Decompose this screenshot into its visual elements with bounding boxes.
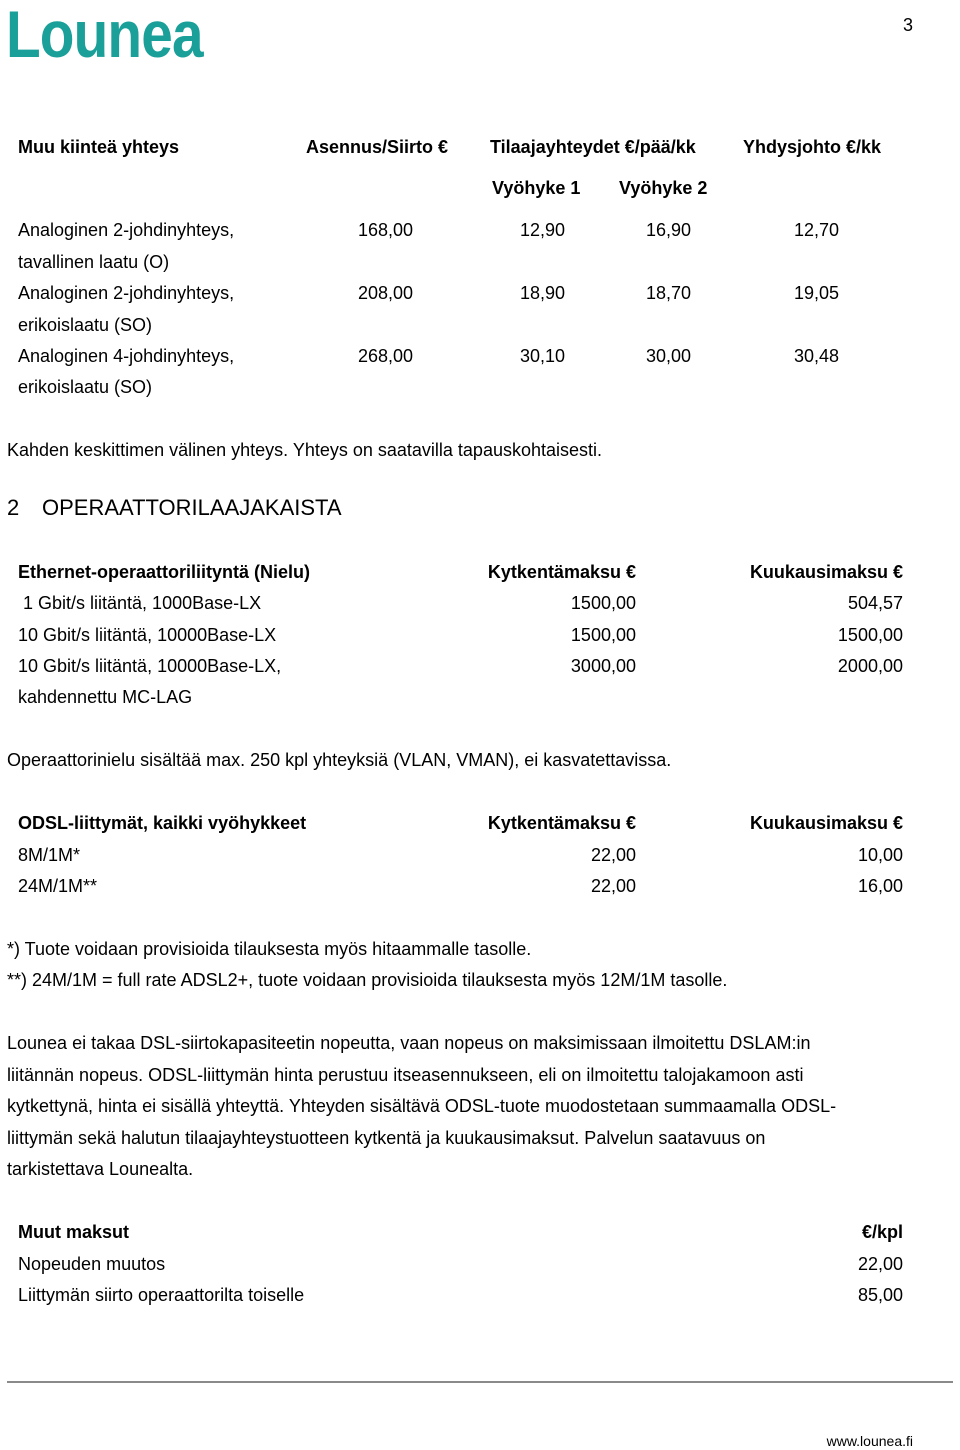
fee-price: 3000,00 xyxy=(570,656,636,676)
zone1-price: 12,90 xyxy=(519,220,565,240)
row-label: 24M/1M** xyxy=(18,876,98,896)
install-price: 208,00 xyxy=(357,283,413,303)
column-header-zone2: Vyöhyke 2 xyxy=(619,178,708,198)
zone1-price: 18,90 xyxy=(519,283,565,303)
fee-price: 22,00 xyxy=(590,876,636,896)
column-header-fee: Kytkentämaksu € xyxy=(487,562,636,582)
install-price: 268,00 xyxy=(357,346,413,366)
zone2-price: 30,00 xyxy=(645,346,691,366)
table-row xyxy=(0,876,960,928)
column-header-subscriber: Tilaajayhteydet €/pää/kk xyxy=(490,137,696,157)
monthly-price: 1500,00 xyxy=(837,625,903,645)
monthly-price: 16,00 xyxy=(857,876,903,896)
row-label-continued: erikoislaatu (SO) xyxy=(18,377,153,397)
row-label: 8M/1M* xyxy=(18,845,81,865)
row-label: 10 Gbit/s liitäntä, 10000Base-LX, xyxy=(18,656,282,676)
column-header-unit-price: €/kpl xyxy=(861,1222,903,1242)
column-header-monthly: Kuukausimaksu € xyxy=(749,813,903,833)
install-price: 168,00 xyxy=(357,220,413,240)
section-number: 2 xyxy=(7,495,20,520)
paragraph-line: kytkettynä, hinta ei sisällä yhteyttä. Yhteyden sisältävä ODSL-tuote muodostetaan summaamalla ODSL- xyxy=(7,1096,837,1116)
unit-price: 22,00 xyxy=(857,1254,903,1274)
row-label: 10 Gbit/s liitäntä, 10000Base-LX xyxy=(18,625,277,645)
footer-divider xyxy=(7,1381,953,1383)
monthly-price: 2000,00 xyxy=(837,656,903,676)
table-title: Muut maksut xyxy=(18,1222,130,1242)
section-title: OPERAATTORILAAJAKAISTA xyxy=(42,495,342,520)
fee-price: 1500,00 xyxy=(570,625,636,645)
row-label-continued: kahdennettu MC-LAG xyxy=(18,687,193,707)
row-label: Analoginen 2-johdinyhteys, xyxy=(18,220,235,240)
column-header-trunk: Yhdysjohto €/kk xyxy=(743,137,882,157)
table-row xyxy=(0,1285,960,1337)
zone2-price: 18,70 xyxy=(645,283,691,303)
table-row xyxy=(0,346,960,398)
table-row xyxy=(0,283,960,335)
row-label: Nopeuden muutos xyxy=(18,1254,166,1274)
paragraph-line: liitännän nopeus. ODSL-liittymän hinta perustuu itseasennukseen, eli on ilmoitettu talojakamoon asti xyxy=(7,1065,804,1085)
fee-price: 1500,00 xyxy=(570,593,636,613)
row-label-continued: erikoislaatu (SO) xyxy=(18,315,153,335)
zone1-price: 30,10 xyxy=(519,346,565,366)
row-label: Analoginen 4-johdinyhteys, xyxy=(18,346,235,366)
row-label-continued: tavallinen laatu (O) xyxy=(18,252,170,272)
footer-url: www.lounea.fi xyxy=(826,1433,913,1449)
column-header-zone1: Vyöhyke 1 xyxy=(492,178,581,198)
monthly-price: 10,00 xyxy=(857,845,903,865)
ethernet-note: Operaattorinielu sisältää max. 250 kpl yhteyksiä (VLAN, VMAN), ei kasvatettavissa. xyxy=(7,750,672,770)
footnote: *) Tuote voidaan provisioida tilauksesta myös hitaammalle tasolle. xyxy=(7,939,532,959)
row-label: Liittymän siirto operaattorilta toiselle xyxy=(18,1285,305,1305)
column-header-install: Asennus/Siirto € xyxy=(306,137,449,157)
fee-price: 22,00 xyxy=(590,845,636,865)
table-title: Ethernet-operaattoriliityntä (Nielu) xyxy=(18,562,311,582)
table-title: ODSL-liittymät, kaikki vyöhykkeet xyxy=(18,813,307,833)
column-header-fee: Kytkentämaksu € xyxy=(487,813,636,833)
lounea-logo: Lounea xyxy=(6,0,203,71)
paragraph-line: tarkistettava Lounealta. xyxy=(7,1159,194,1179)
trunk-price: 12,70 xyxy=(793,220,839,240)
row-label: 1 Gbit/s liitäntä, 1000Base-LX xyxy=(23,593,262,613)
table-row xyxy=(0,220,960,272)
trunk-price: 30,48 xyxy=(793,346,839,366)
row-label: Analoginen 2-johdinyhteys, xyxy=(18,283,235,303)
monthly-price: 504,57 xyxy=(847,593,903,613)
table-title: Muu kiinteä yhteys xyxy=(18,137,180,157)
zone2-price: 16,90 xyxy=(645,220,691,240)
unit-price: 85,00 xyxy=(857,1285,903,1305)
paragraph-line: liittymän sekä halutun tilaajayhteystuotteen kytkentä ja kuukausimaksut. Palvelun saatavuus on xyxy=(7,1128,766,1148)
trunk-price: 19,05 xyxy=(793,283,839,303)
table-row xyxy=(0,656,960,708)
fixed-lines-note: Kahden keskittimen välinen yhteys. Yhteys on saatavilla tapauskohtaisesti. xyxy=(7,440,603,460)
paragraph-line: Lounea ei takaa DSL-siirtokapasiteetin nopeutta, vaan nopeus on maksimissaan ilmoitettu DSLAM:in xyxy=(7,1033,811,1053)
page-number: 3 xyxy=(903,15,914,35)
column-header-monthly: Kuukausimaksu € xyxy=(749,562,903,582)
footnote: **) 24M/1M = full rate ADSL2+, tuote voidaan provisioida tilauksesta myös 12M/1M tasolle. xyxy=(7,970,728,990)
